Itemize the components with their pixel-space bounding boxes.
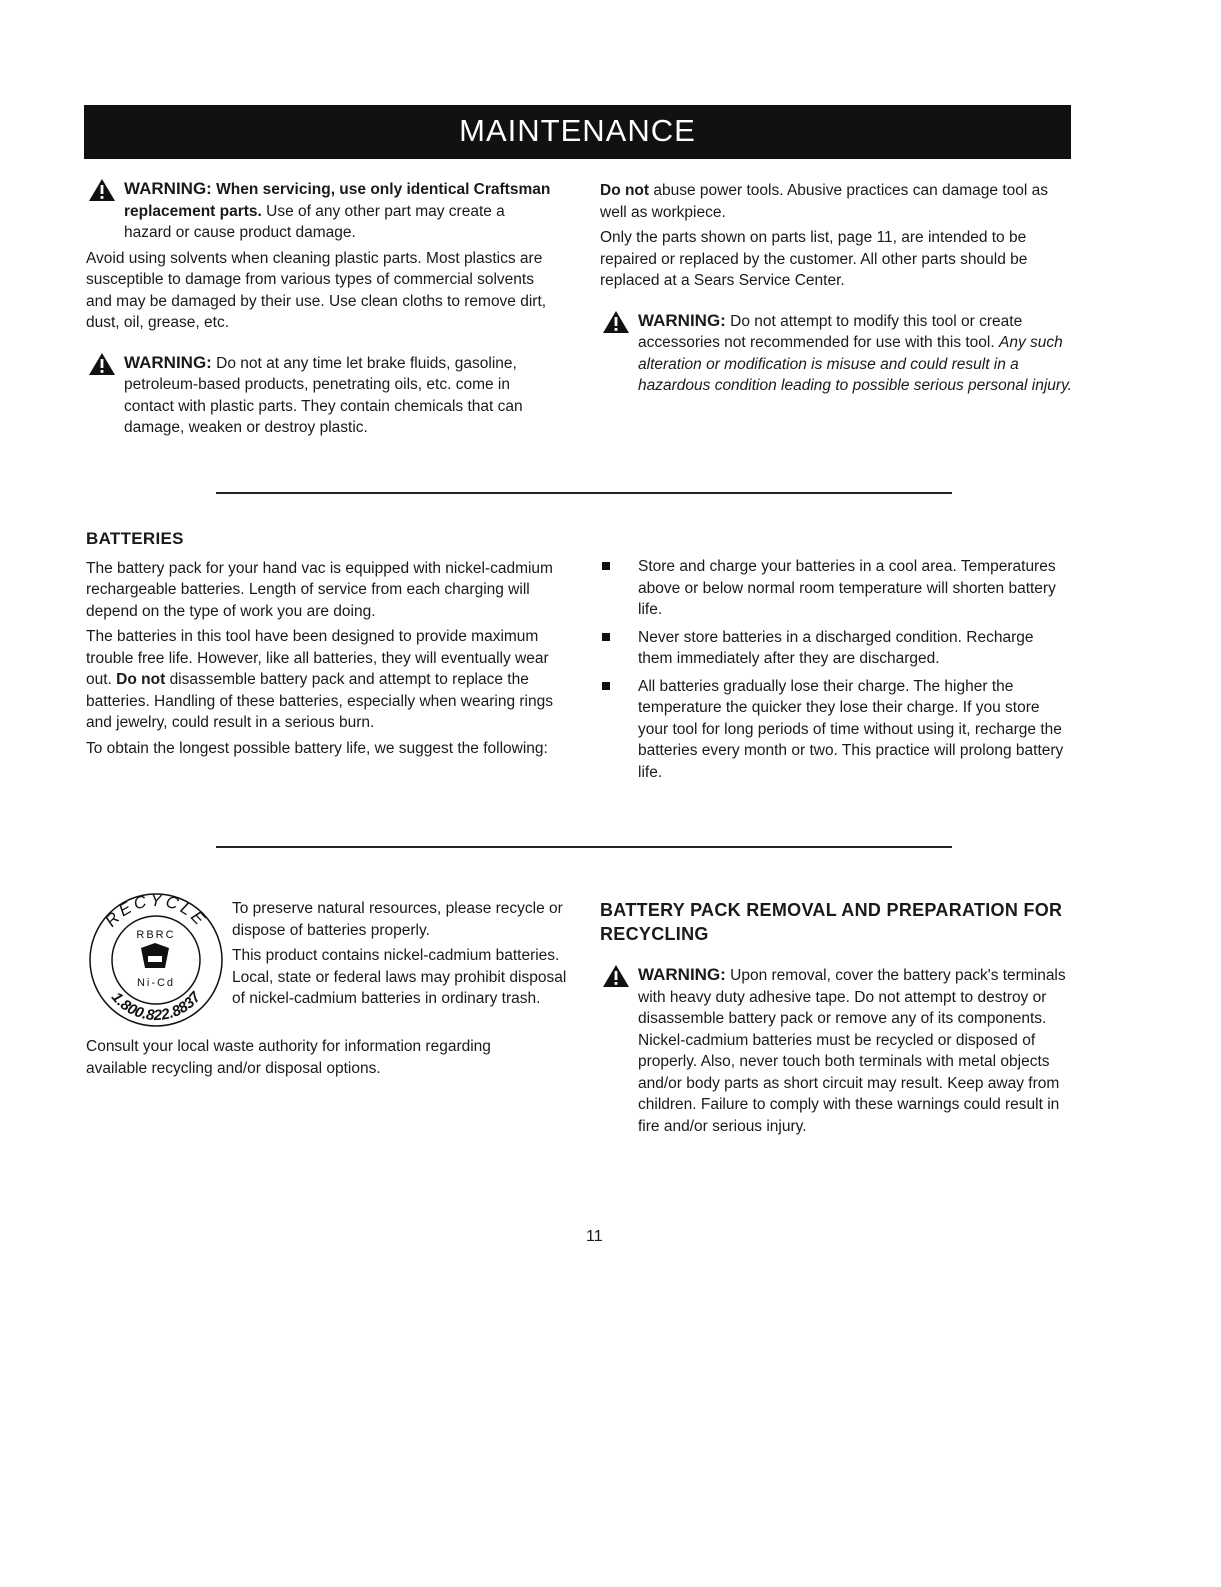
warning-battery-removal xyxy=(600,964,1070,1137)
warning-triangle-icon xyxy=(88,178,116,202)
battery-tips-list xyxy=(596,556,1066,783)
warning-text: Do not attempt to modify this tool or create accessories not recommended for use with this tool. xyxy=(638,312,1023,351)
batteries-heading: BATTERIES xyxy=(86,529,184,548)
recycle-line-3: Consult your local waste authority for information regarding available recycling and/or disposal options. xyxy=(86,1038,491,1077)
warning-triangle-icon xyxy=(602,310,630,334)
abuse-text: abuse power tools. Abusive practices can damage tool as well as workpiece. xyxy=(600,182,1049,221)
warning-label: WARNING: xyxy=(124,352,212,372)
warning-brake-fluids xyxy=(86,352,556,439)
recycle-seal-icon xyxy=(86,890,226,1030)
section-divider xyxy=(216,492,952,494)
warning-text-italic: Any such alteration or modification is misuse and could result in a hazardous condition leading to possible serious personal injury. xyxy=(638,334,1072,394)
top-left-column xyxy=(86,178,556,443)
page-number: 11 xyxy=(586,1228,603,1245)
removal-heading: BATTERY PACK REMOVAL AND PREPARATION FOR RECYCLING xyxy=(600,900,1063,944)
recycle-line-1: To preserve natural resources, please recycle or dispose of batteries properly. xyxy=(232,900,563,939)
warning-lead-text: When servicing, use only identical Craftsman replacement parts. xyxy=(124,181,551,220)
batteries-do-not: Do not xyxy=(116,671,166,688)
section-divider xyxy=(216,846,952,848)
bullet-square-icon xyxy=(602,682,610,690)
warning-identical-parts xyxy=(86,178,556,244)
bullet-square-icon xyxy=(602,633,610,641)
list-item: All batteries gradually lose their charge. The higher the temperature the quicker they lose their charge. If you store your tool for long periods of time without using it, recharge the batteries every month or two. This practice will prolong battery life. xyxy=(596,676,1066,784)
page-title: MAINTENANCE xyxy=(459,113,696,148)
warning-text: Upon removal, cover the battery pack's terminals with heavy duty adhesive tape. Do not attempt to destroy or disassemble battery pack or remove any of its components. Nickel-cadmium batteries must be recycled or disposed of properly. Also, never touch both terminals with metal objects and/or body parts as short circuit may result. Keep away from children. Failure to comply with these warnings could result in fire and/or serious injury. xyxy=(638,967,1066,1135)
recycle-line-2: This product contains nickel-cadmium batteries. Local, state or federal laws may prohibit disposal of nickel-cadmium batteries in ordinary trash. xyxy=(232,947,567,1007)
svg-text:Ni-Cd: Ni-Cd xyxy=(136,977,176,989)
warning-triangle-icon xyxy=(88,352,116,376)
top-right-column xyxy=(600,180,1075,401)
recycle-consult xyxy=(86,1036,556,1083)
batteries-paragraph-1: The battery pack for your hand vac is equipped with nickel-cadmium rechargeable batteries. Length of service from each charging will depend on the type of work you are doing. xyxy=(86,559,553,620)
maintenance-banner xyxy=(84,105,1071,157)
svg-text:1.800.822.8837: 1.800.822.8837 xyxy=(107,988,205,1025)
rbrc-recycle-seal xyxy=(86,890,226,1030)
abuse-lead: Do not xyxy=(600,182,650,199)
batteries-paragraph-2a: The batteries in this tool have been designed to provide maximum trouble free life. However, like all batteries, they will eventually wear out. xyxy=(86,628,549,688)
batteries-right-column xyxy=(596,556,1066,789)
warning-label: WARNING: xyxy=(124,179,212,198)
warning-triangle-icon xyxy=(602,964,630,988)
list-item: Never store batteries in a discharged condition. Recharge them immediately after they are discharged. xyxy=(596,627,1066,670)
warning-label: WARNING: xyxy=(638,310,726,330)
warning-text: Use of any other part may create a hazard or cause product damage. xyxy=(124,202,505,241)
banner-underline xyxy=(84,157,1071,159)
batteries-paragraph-2b: disassemble battery pack and attempt to replace the batteries. Handling of these batteries, especially when wearing rings and jewelry, could result in a serious burn. xyxy=(86,671,553,731)
warning-modify-tool xyxy=(600,310,1075,397)
parts-list-paragraph: Only the parts shown on parts list, page 11, are intended to be repaired or replaced by the customer. All other parts should be replaced at a Sears Service Center. xyxy=(600,229,1028,289)
batteries-left-column xyxy=(86,528,571,763)
bullet-square-icon xyxy=(602,562,610,570)
solvents-paragraph: Avoid using solvents when cleaning plastic parts. Most plastics are susceptible to damage from various types of commercial solvents and may be damaged by their use. Use clean cloths to remove dirt, dust, oil, grease, etc. xyxy=(86,249,547,331)
recycle-text xyxy=(232,898,572,1014)
warning-label: WARNING: xyxy=(638,965,726,984)
list-item: Store and charge your batteries in a cool area. Temperatures above or below normal room temperature will shorten battery life. xyxy=(596,556,1066,621)
svg-text:RECYCLE: RECYCLE xyxy=(101,890,211,931)
warning-text: Do not at any time let brake fluids, gasoline, petroleum-based products, penetrating oils, etc. come in contact with plastic parts. They contain chemicals that can damage, weaken or destroy plastic. xyxy=(124,354,523,436)
removal-column xyxy=(600,898,1070,1141)
batteries-paragraph-3: To obtain the longest possible battery life, we suggest the following: xyxy=(86,739,548,757)
svg-text:RBRC: RBRC xyxy=(136,929,176,941)
